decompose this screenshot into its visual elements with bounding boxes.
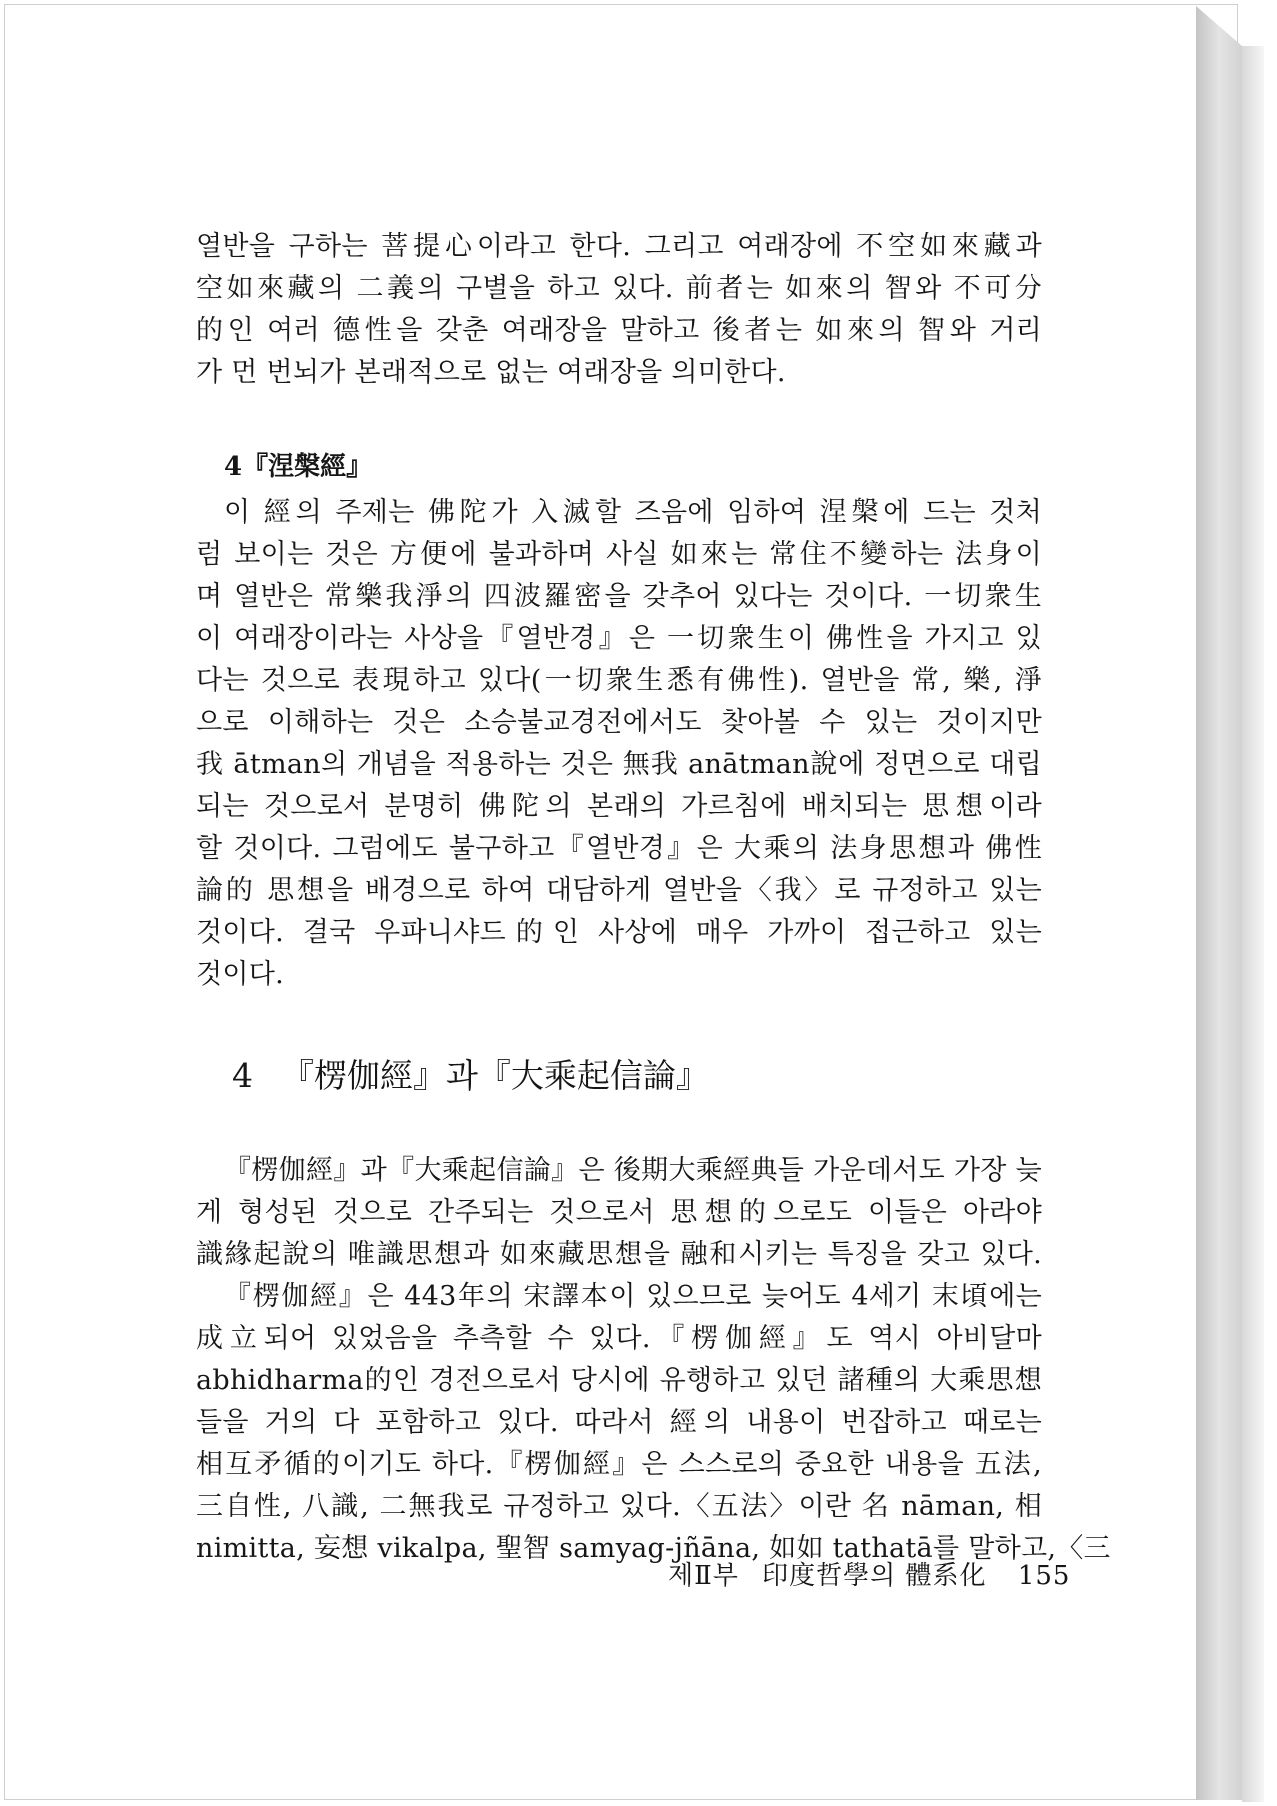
text-line: 我 ātman의 개념을 적용하는 것은 無我 anātman說에 정면으로 대립	[196, 749, 1042, 780]
text-line: 『楞伽經』과『大乘起信論』은 後期大乘經典들 가운데서도 가장 늦	[224, 1155, 1042, 1186]
text-line: 다는 것으로 表現하고 있다(一切衆生悉有佛性). 열반을 常, 樂, 淨	[196, 665, 1042, 696]
text-line: 게 형성된 것으로 간주되는 것으로서 思想的으로도 이들은 아라야	[196, 1197, 1042, 1228]
section-heading	[232, 1056, 1042, 1096]
text-line: 들을 거의 다 포함하고 있다. 따라서 經의 내용이 번잡하고 때로는	[196, 1407, 1042, 1438]
text-line: 論的 思想을 배경으로 하여 대담하게 열반을〈我〉로 규정하고 있는	[196, 875, 1042, 906]
text-line: 이 여래장이라는 사상을『열반경』은 一切衆生이 佛性을 가지고 있	[196, 623, 1042, 654]
text-line: 三自性, 八識, 二無我로 규정하고 있다.〈五法〉이란 名 nāman, 相	[196, 1491, 1042, 1522]
subsection-heading: 4『涅槃經』	[224, 452, 373, 482]
paragraph-lankavatara-detail	[196, 1276, 1111, 1570]
text-line: 空如來藏의 二義의 구별을 하고 있다. 前者는 如來의 智와 不可分	[196, 273, 1042, 304]
text-line: 럼 보이는 것은 方便에 불과하며 사실 如來는 常住不變하는 法身이	[196, 539, 1042, 570]
paragraph-lankavatara-intro	[196, 1150, 1042, 1276]
text-line: 識緣起說의 唯識思想과 如來藏思想을 融和시키는 특징을 갖고 있다.	[196, 1239, 1042, 1270]
text-line: 으로 이해하는 것은 소승불교경전에서도 찾아볼 수 있는 것이지만	[196, 707, 1042, 738]
text-line: 相互矛循的이기도 하다.『楞伽經』은 스스로의 중요한 내용을 五法,	[196, 1449, 1042, 1480]
text-line: 며 열반은 常樂我淨의 四波羅密을 갖추어 있다는 것이다. 一切衆生	[196, 581, 1042, 612]
text-line: 的인 여러 德性을 갖춘 여래장을 말하고 後者는 如來의 智와 거리	[196, 315, 1042, 346]
text-line: 이 經의 주제는 佛陀가 入滅할 즈음에 임하여 涅槃에 드는 것처	[224, 497, 1042, 528]
text-line: nimitta, 妄想 vikalpa, 聖智 samyag-jñāna, 如如 tathatā를 말하고,〈三	[196, 1533, 1111, 1564]
running-footer	[668, 1555, 1070, 1592]
text-line: abhidharma的인 경전으로서 당시에 유행하고 있던 諸種의 大乘思想	[196, 1365, 1042, 1396]
book-spine	[1196, 6, 1242, 1800]
page-number: 155	[1017, 1561, 1071, 1591]
text-line: 成立되어 있었음을 추측할 수 있다.『楞伽經』도 역시 아비달마	[196, 1323, 1042, 1354]
text-line: 열반을 구하는 菩提心이라고 한다. 그리고 여래장에 不空如來藏과	[196, 231, 1042, 262]
text-line: 할 것이다. 그럼에도 불구하고『열반경』은 大乘의 法身思想과 佛性	[196, 833, 1042, 864]
text-line: 『楞伽經』은 443年의 宋譯本이 있으므로 늦어도 4세기 末頃에는	[224, 1281, 1042, 1312]
text-line: 것이다. 결국 우파니샤드的인 사상에 매우 가까이 접근하고 있는	[196, 917, 1042, 948]
paragraph-tathagatagarbha-end	[196, 226, 1042, 394]
text-line: 것이다.	[196, 959, 285, 990]
section-number: 4	[232, 1056, 253, 1095]
text-line: 가 먼 번뇌가 본래적으로 없는 여래장을 의미한다.	[196, 357, 786, 388]
footer-part: 제Ⅱ부	[668, 1561, 739, 1591]
section-title: 『楞伽經』과『大乘起信論』	[281, 1056, 709, 1095]
text-line: 되는 것으로서 분명히 佛陀의 본래의 가르침에 배치되는 思想이라	[196, 791, 1042, 822]
page-edge-shadow	[1242, 46, 1264, 1802]
page-content	[196, 226, 1111, 1570]
paragraph-nirvana-sutra	[196, 492, 1042, 996]
footer-title: 印度哲學의 體系化	[762, 1561, 987, 1591]
